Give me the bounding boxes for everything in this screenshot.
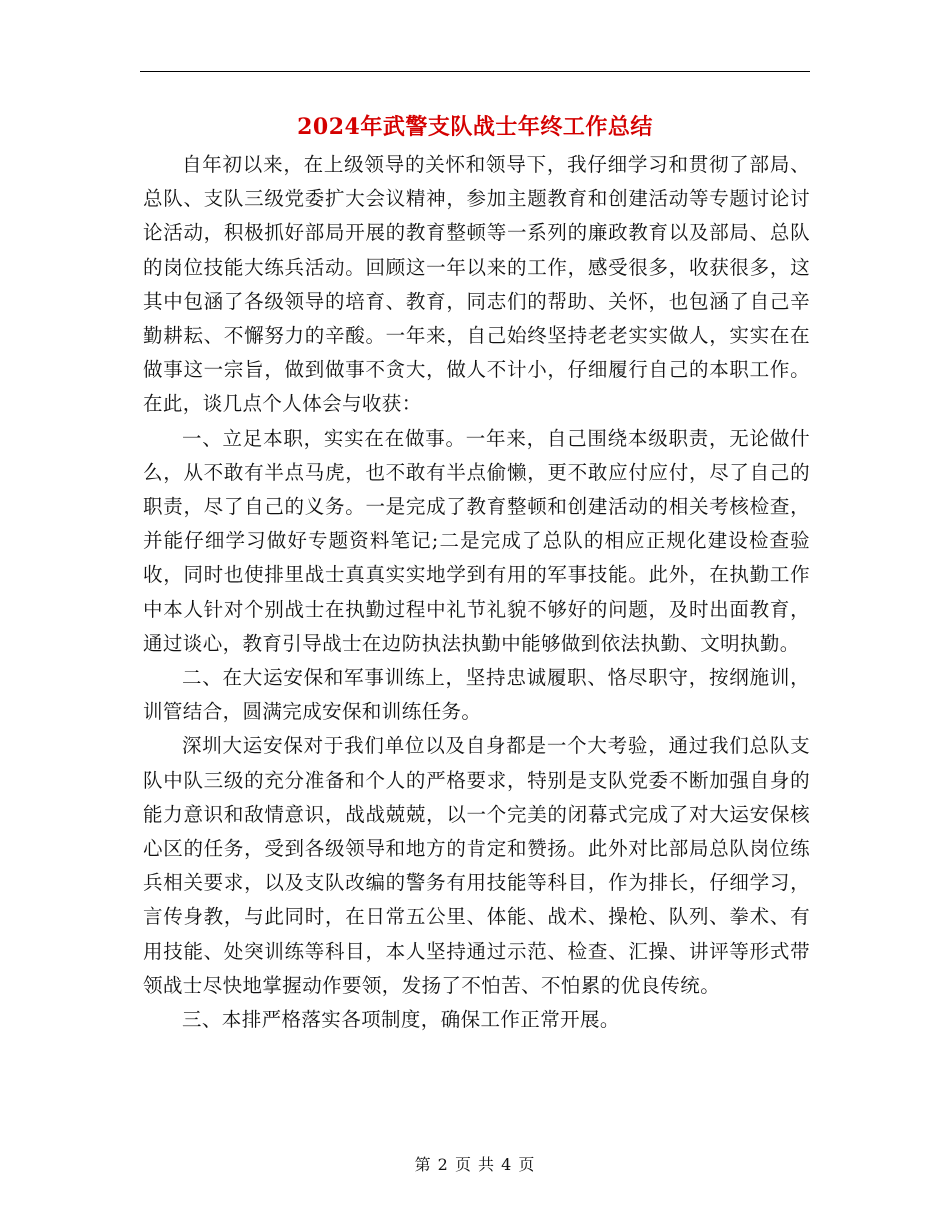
paragraph-section-three: 三、本排严格落实各项制度，确保工作正常开展。: [182, 1008, 620, 1032]
document-body: [143, 148, 810, 1037]
paragraph-intro: 自年初以来，在上级领导的关怀和领导下，我仔细学习和贯彻了部局、总队、支队三级党委扩大会议精神，参加主题教育和创建活动等专题讨论讨论活动，积极抓好部局开展的教育整顿等一系列的廉政教育以及部局、总队的岗位技能大练兵活动。回顾这一年以来的工作，感受很多，收获很多，这其中包涵了各级领导的培育、教育，同志们的帮助、关怀，也包涵了自己辛勤耕耘、不懈努力的辛酸。一年来，自己始终坚持老老实实做人，实实在在做事这一宗旨，做到做事不贪大，做人不计小，仔细履行自己的本职工作。在此，谈几点个人体会与收获：: [143, 153, 810, 416]
header-rule: [140, 71, 810, 72]
document-title: 2024年武警支队战士年终工作总结: [297, 114, 653, 140]
paragraph-section-two: 二、在大运安保和军事训练上，坚持忠诚履职、恪尽职守，按纲施训，训管结合，圆满完成安保和训练任务。: [143, 666, 810, 724]
page-footer: 第 2 页 共 4 页: [414, 1155, 536, 1174]
paragraph-security-training: 深圳大运安保对于我们单位以及自身都是一个大考验，通过我们总队支队中队三级的充分准备和个人的严格要求，特别是支队党委不断加强自身的能力意识和敌情意识，战战兢兢，以一个完美的闭幕式完成了对大运安保核心区的任务，受到各级领导和地方的肯定和赞扬。此外对比部局总队岗位练兵相关要求，以及支队改编的警务有用技能等科目，作为排长，仔细学习，言传身教，与此同时，在日常五公里、体能、战术、操枪、队列、拳术、有用技能、处突训练等科目，本人坚持通过示范、检查、汇操、讲评等形式带领战士尽快地掌握动作要领，发扬了不怕苦、不怕累的优良传统。: [143, 734, 810, 997]
paragraph-section-one: 一、立足本职，实实在在做事。一年来，自己围绕本级职责，无论做什么，从不敢有半点马虎，也不敢有半点偷懒，更不敢应付应付，尽了自己的职责，尽了自己的义务。一是完成了教育整顿和创建活动的相关考核检查，并能仔细学习做好专题资料笔记;二是完成了总队的相应正规化建设检查验收，同时也使排里战士真真实实地学到有用的军事技能。此外，在执勤工作中本人针对个别战士在执勤过程中礼节礼貌不够好的问题，及时出面教育，通过谈心，教育引导战士在边防执法执勤中能够做到依法执勤、文明执勤。: [143, 426, 810, 655]
